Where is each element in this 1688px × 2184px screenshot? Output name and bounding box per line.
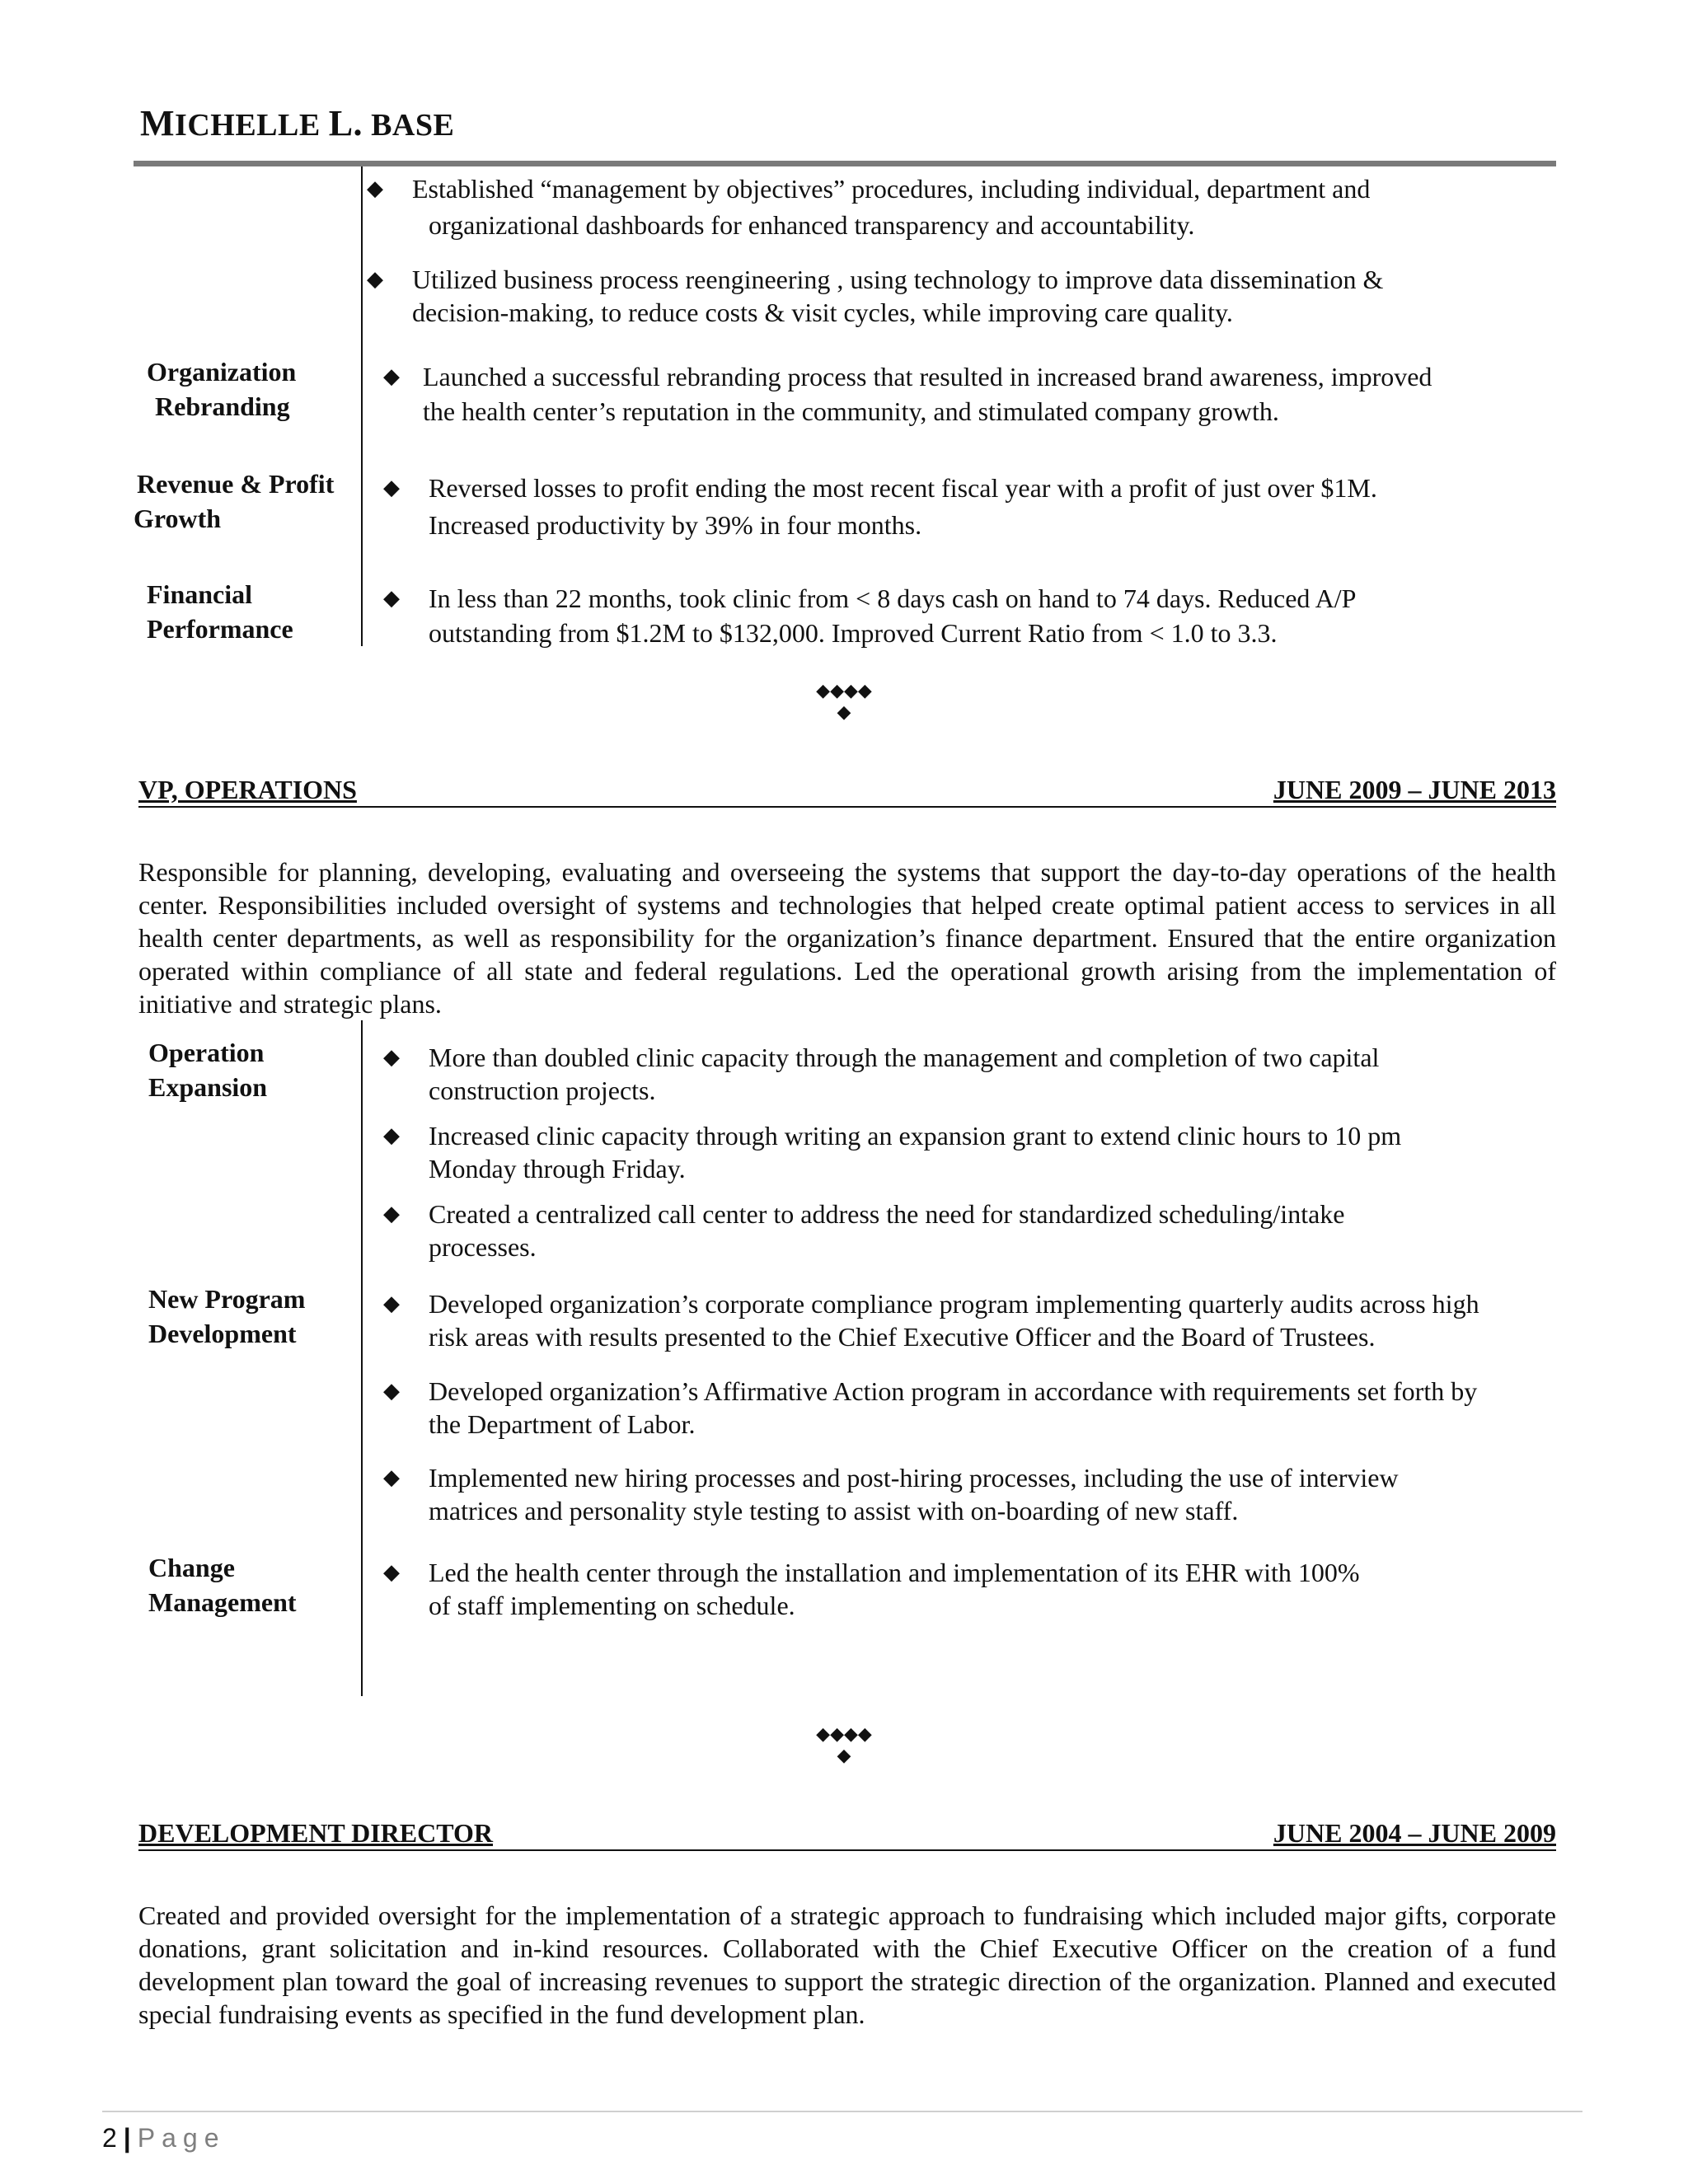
diamond-bullet-icon: ◆ <box>383 1202 400 1226</box>
bullet-item: ◆ Utilized business process reengineering , using technology to improve data dissemination & decision-making, to reduce costs & visit cycles, while improving care quality. <box>367 262 1562 336</box>
job-summary: Created and provided oversight for the implementation of a strategic approach to fundraising which included major gifts, corporate donations, grant solicitation and in-kind resources. Collaborated with the Chief Executive Officer on the creation of a fund development plan toward the goal of increasing revenues to support the strategic direction of the organization. Planned and executed special fundraising events as specified in the fund development plan. <box>138 1900 1556 2029</box>
side-label: Change Management <box>148 1553 297 1617</box>
page-label: Page <box>137 2123 226 2153</box>
side-label: Operation Expansion <box>148 1038 268 1102</box>
bullet-item: ◆ Created a centralized call center to address the need for standardized scheduling/intake processes. <box>383 1197 1562 1266</box>
side-label: Revenue & Profit Growth <box>134 469 335 533</box>
diamond-bullet-icon: ◆ <box>383 1560 400 1584</box>
candidate-name: MICHELLE L. BASE <box>140 103 455 143</box>
diamond-bullet-icon: ◆ <box>383 1123 400 1147</box>
side-label: Financial Performance <box>147 579 293 644</box>
diamond-row-icon: ◆◆◆◆ <box>816 680 872 701</box>
job-dates: JUNE 2009 – JUNE 2013 <box>1273 775 1556 804</box>
page-footer <box>102 2123 225 2154</box>
bullet-item: ◆ In less than 22 months, took clinic from < 8 days cash on hand to 74 days. Reduced A/P outstanding from $1.2M to $132,000. Improved Current Ratio from < 1.0 to 3.3. <box>383 581 1562 655</box>
page-number: 2 <box>102 2123 117 2153</box>
bullet-item: ◆ More than doubled clinic capacity through the management and completion of two capital construction projects. <box>383 1040 1562 1109</box>
job-summary: Responsible for planning, developing, evaluating and overseeing the systems that support the day-to-day operations of the health center. Responsibilities included oversight of systems and technologies that helped create optimal patient access to services in all health center departments, as well as responsibility for the organization’s finance department. Ensured that the entire organization operated within compliance of all state and federal regulations. Led the operational growth arising from the implementation of initiative and strategic plans. <box>138 857 1556 1019</box>
diamond-bullet-icon: ◆ <box>383 476 400 499</box>
diamond-bullet-icon: ◆ <box>367 267 383 291</box>
diamond-bullet-icon: ◆ <box>383 1379 400 1403</box>
section-divider-line <box>361 166 363 646</box>
bullet-item: ◆ Increased clinic capacity through writing an expansion grant to extend clinic hours to 10 pm Monday through Friday. <box>383 1118 1562 1188</box>
diamond-bullet-icon: ◆ <box>383 586 400 610</box>
job-title: DEVELOPMENT DIRECTOR <box>138 1818 493 1848</box>
diamond-bullet-icon: ◆ <box>383 364 400 388</box>
bullet-item: ◆ Established “management by objectives” procedures, including individual, department and organizational dashboards for enhanced transparency and accountability. <box>367 171 1562 246</box>
bullet-item: ◆ Implemented new hiring processes and post-hiring processes, including the use of interview matrices and personality style testing to assist with on-boarding of new staff. <box>383 1460 1562 1530</box>
job-heading <box>138 773 1556 808</box>
diamond-row-icon: ◆◆◆◆ <box>816 1723 872 1744</box>
bullet-item: ◆ Developed organization’s Affirmative Action program in accordance with requirements set forth by the Department of Labor. <box>383 1374 1562 1443</box>
side-label: New Program Development <box>148 1284 306 1348</box>
diamond-bullet-icon: ◆ <box>383 1045 400 1069</box>
bullet-item: ◆ Led the health center through the installation and implementation of its EHR with 100% of staff implementing on schedule. <box>383 1555 1562 1624</box>
job-dates: JUNE 2004 – JUNE 2009 <box>1273 1818 1556 1848</box>
section-divider-line <box>361 1020 363 1696</box>
diamond-bullet-icon: ◆ <box>383 1465 400 1489</box>
job-title: VP, OPERATIONS <box>138 775 357 804</box>
name-divider <box>134 161 1556 166</box>
diamond-icon: ◆ <box>837 1745 851 1765</box>
bullet-item: ◆ Reversed losses to profit ending the most recent fiscal year with a profit of just over $1M. Increased productivity by 39% in four months. <box>383 471 1562 545</box>
diamond-icon: ◆ <box>837 701 851 722</box>
section-separator <box>762 680 926 723</box>
section-separator <box>762 1723 926 1766</box>
side-label: Organization Rebranding <box>147 357 297 421</box>
bullet-item: ◆ Launched a successful rebranding process that resulted in increased brand awareness, improved the health center’s reputation in the community, and stimulated company growth. <box>383 359 1562 434</box>
diamond-bullet-icon: ◆ <box>367 176 383 200</box>
footer-separator: | <box>123 2123 131 2153</box>
diamond-bullet-icon: ◆ <box>383 1291 400 1315</box>
bullet-item: ◆ Developed organization’s corporate compliance program implementing quarterly audits across high risk areas with results presented to the Chief Executive Officer and the Board of Trustees. <box>383 1286 1562 1356</box>
job-heading <box>138 1816 1556 1851</box>
footer-divider <box>102 2111 1582 2112</box>
